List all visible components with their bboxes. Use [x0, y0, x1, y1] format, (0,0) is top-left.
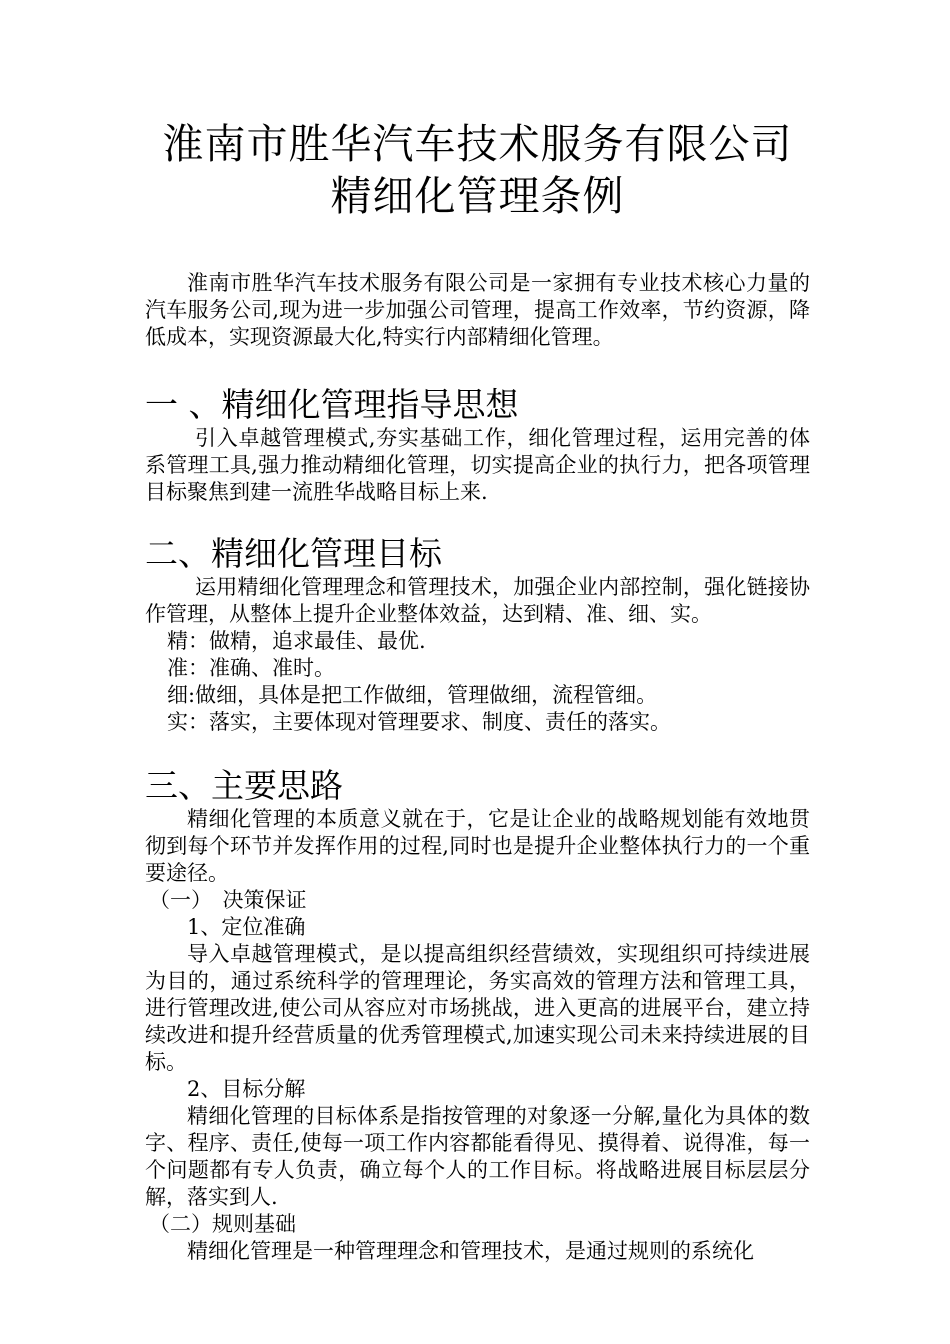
section2-paragraph: 运用精细化管理理念和管理技术，加强企业内部控制，强化链接协作管理，从整体上提升企业整体效益，达到精、准、细、实。 [145, 575, 810, 626]
title-line-1: 淮南市胜华汽车技术服务有限公司 [162, 120, 793, 168]
goal-item-implemented: 实：落实，主要体现对管理要求、制度、责任的落实。 [167, 710, 671, 734]
section3-paragraph: 精细化管理的本质意义就在于，它是让企业的战略规划能有效地贯彻到每个环节并发挥作用的过程,同时也是提升企业整体执行力的一个重要途径。 [145, 807, 810, 885]
item2-heading: 2、目标分解 [187, 1077, 306, 1101]
subsection2-heading: （二）规则基础 [149, 1212, 296, 1236]
section1-heading: 一 、精细化管理指导思想 [145, 385, 519, 424]
goal-item-detailed: 细:做细，具体是把工作做细，管理做细，流程管细。 [167, 683, 658, 707]
goal-item-accurate: 准：准确、准时。 [167, 656, 335, 680]
section3-heading: 三、主要思路 [145, 766, 343, 805]
subsection2-paragraph: 精细化管理是一种管理理念和管理技术，是通过规则的系统化 [187, 1239, 754, 1263]
item2-paragraph: 精细化管理的目标体系是指按管理的对象逐一分解,量化为具体的数字、程序、责任,使每一项工作内容都能看得见、摸得着、说得准，每一个问题都有专人负责，确立每个人的工作目标。将战略进展目标层层分解，落实到人. [145, 1104, 810, 1209]
intro-section [145, 270, 810, 351]
item1-paragraph: 导入卓越管理模式，是以提高组织经营绩效，实现组织可持续进展为目的，通过系统科学的管理理论，务实高效的管理方法和管理工具，进行管理改进,使公司从容应对市场挑战，进入更高的进展平台，建立持续改进和提升经营质量的优秀管理模式,加速实现公司未来持续进展的目标。 [145, 942, 810, 1074]
section-main-approach [145, 766, 810, 1265]
title-line-2: 精细化管理条例 [330, 172, 625, 220]
intro-paragraph: 淮南市胜华汽车技术服务有限公司是一家拥有专业技术核心力量的汽车服务公司,现为进一步加强公司管理，提高工作效率，节约资源，降低成本，实现资源最大化,特实行内部精细化管理。 [145, 271, 810, 349]
goal-item-precise: 精：做精，追求最佳、最优. [167, 629, 426, 653]
document-title [145, 118, 810, 222]
section-guiding-ideology [145, 385, 810, 506]
section2-heading: 二、精细化管理目标 [145, 534, 442, 573]
section1-paragraph: 引入卓越管理模式,夯实基础工作，细化管理过程，运用完善的体系管理工具,强力推动精细化管理，切实提高企业的执行力，把各项管理目标聚焦到建一流胜华战略目标上来. [145, 426, 810, 504]
item1-heading: 1、定位准确 [187, 915, 306, 939]
section-management-goals [145, 534, 810, 736]
subsection1-heading: （一） 决策保证 [149, 888, 307, 912]
